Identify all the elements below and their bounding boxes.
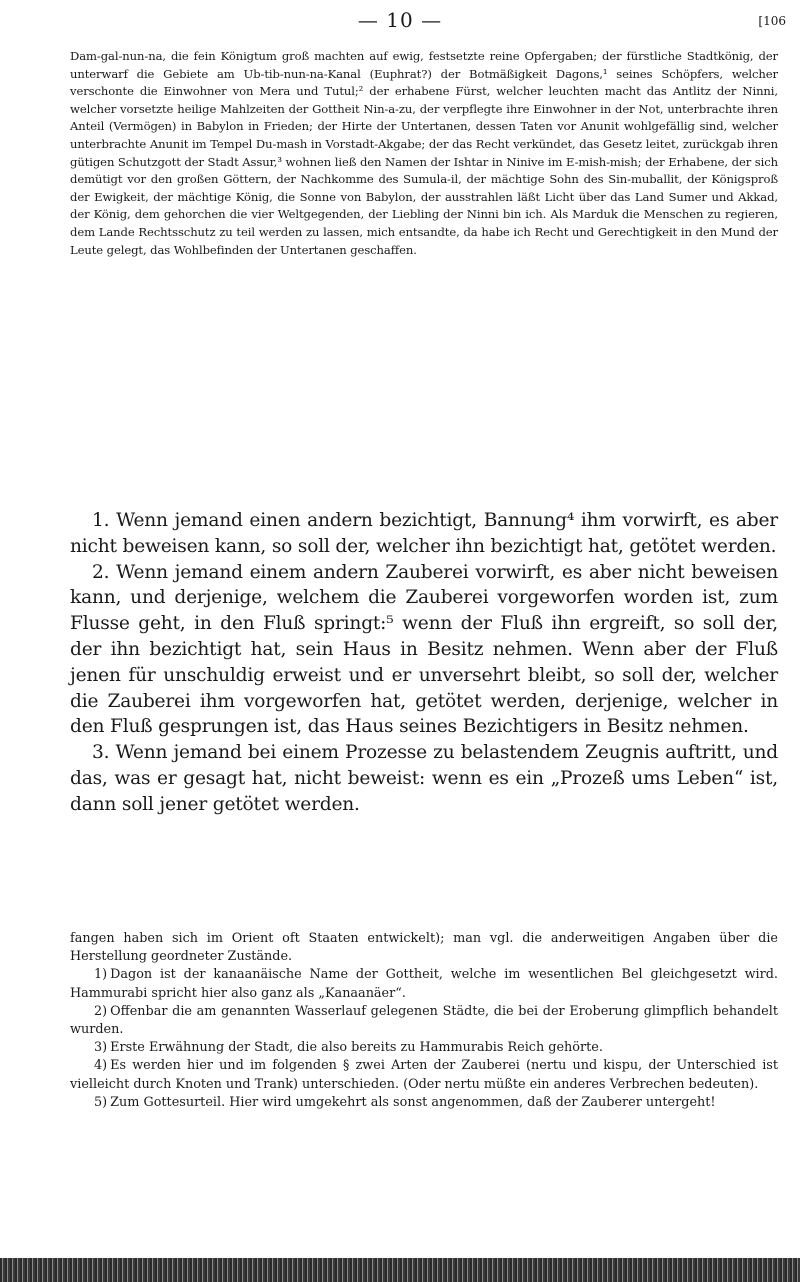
scan-edge-band [0, 1258, 800, 1282]
page-number: — 10 — [357, 8, 443, 32]
footnote-text: Dagon ist der kanaanäische Name der Gottheit, welche im wesentlichen Bel gleichgesetzt wird. Hammurabi spricht hier also ganz als „Kanaanäer“. [70, 967, 778, 1001]
footnote-continuation: fangen haben sich im Orient oft Staaten entwickelt); man vgl. die anderweitigen Angaben über die Herstellung geordneter Zustände. [70, 931, 778, 965]
footnote-text: Offenbar die am genannten Wasserlauf gelegenen Städte, die bei der Eroberung glimpflich behandelt wurden. [70, 1003, 778, 1038]
footnote-text: Zum Gottesurteil. Hier wird umgekehrt als sonst angenommen, daß der Zauberer untergeht! [110, 1094, 716, 1110]
original-page-marker: [106 [758, 14, 786, 28]
footnote-3 [70, 1039, 778, 1057]
footnote-number: 4) [94, 1058, 108, 1074]
footnote-number: 2) [94, 1003, 108, 1019]
footnote-number: 5) [94, 1094, 108, 1110]
footnote-number: 1) [94, 967, 108, 983]
law-paragraph-1: 1. Wenn jemand einen andern bezichtigt, Bannung⁴ ihm vorwirft, es aber nicht beweisen kann, so soll der, welcher ihn bezichtigt hat, getötet werden. [70, 510, 778, 557]
footnote-text: Erste Erwähnung der Stadt, die also bereits zu Hammurabis Reich gehörte. [110, 1040, 603, 1056]
law-paragraph-3: 3. Wenn jemand bei einem Prozesse zu belastendem Zeugnis auftritt, und das, was er gesagt hat, nicht beweist: wenn es ein „Prozeß ums Leben“ ist, dann soll jener getötet werden. [70, 742, 778, 815]
footnote-number: 3) [94, 1040, 108, 1056]
footnote-5 [70, 1094, 778, 1112]
prologue-paragraph: Dam-gal-nun-na, die fein Königtum groß machten auf ewig, festsetzte reine Opfergaben; der fürstliche Stadtkönig, der unterwarf die Gebiete am Ub-tib-nun-na-Kanal (Euphrat?) der Botmäßigkeit Dagons,¹ seines Schöpfers, welcher verschonte die Einwohner von Mera und Tutul;² der erhabene Fürst, welcher leuchten macht das Antlitz der Ninni, welcher vorsetzte heilige Mahlzeiten der Gottheit Nin-a-zu, der verpflegte ihre Einwohner in der Not, unterbrachte ihren Anteil (Vermögen) in Babylon in Frieden; der Hirte der Untertanen, dessen Taten vor Anunit wohlgefällig sind, welcher unterbrachte Anunit im Tempel Du-mash in Vorstadt-Akgabe; der das Recht verkündet, das Gesetz leitet, zurückgab ihren gütigen Schutzgott der Stadt Assur,³ wohnen ließ den Namen der Ishtar in Ninive im E-mish-mish; der Erhabene, der sich demütigt vor den großen Göttern, der Nachkomme des Sumula-il, der mächtige Sohn des Sin-muballit, der Königsproß der Ewigkeit, der mächtige König, die Sonne von Babylon, der ausstrahlen läßt Licht über das Land Sumer und Akkad, der König, dem gehorchen die vier Weltgegenden, der Liebling der Ninni bin ich. Als Marduk die Menschen zu regieren, dem Lande Rechtsschutz zu teil werden zu lassen, mich entsandte, da habe ich Recht und Gerechtigkeit in den Mund der Leute gelegt, das Wohlbefinden der Untertanen geschaffen. [70, 49, 778, 257]
footnote-4 [70, 1057, 778, 1093]
footnote-1 [70, 966, 778, 1002]
footnotes-section [70, 930, 778, 1112]
footnote-2 [70, 1003, 778, 1039]
law-list [70, 508, 778, 818]
footnote-text: Es werden hier und im folgenden § zwei Arten der Zauberei (nertu und kispu, der Unterschied ist vielleicht durch Knoten und Trank) unterschieden. (Oder nertu müßte ein anderes Verbrechen bedeuten). [70, 1058, 778, 1092]
law-paragraph-2: 2. Wenn jemand einem andern Zauberei vorwirft, es aber nicht beweisen kann, und derjenige, welchem die Zauberei vorgeworfen worden ist, zum Flusse geht, in den Fluß springt:⁵ wenn der Fluß ihn ergreift, so soll der, der ihn bezichtigt hat, sein Haus in Besitz nehmen. Wenn aber der Fluß jenen für unschuldig erweist und er unversehrt bleibt, so soll der, welcher die Zauberei ihm vorgeworfen hat, getötet werden, derjenige, welcher in den Fluß gesprungen ist, das Haus seines Bezichtigers in Besitz nehmen. [70, 561, 778, 738]
page-header [0, 6, 800, 36]
